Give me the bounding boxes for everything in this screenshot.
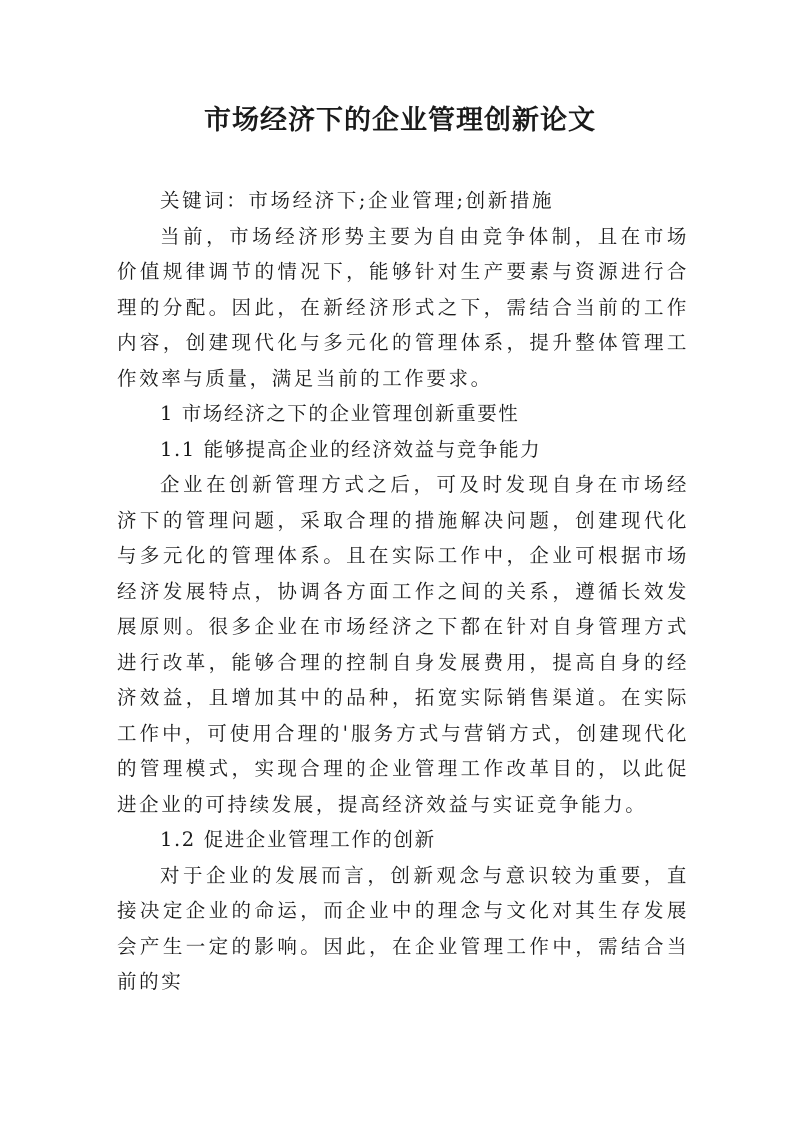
section-1-2-paragraph: 对于企业的发展而言，创新观念与意识较为重要，直接决定企业的命运，而企业中的理念与文化对其生存发展会产生一定的影响。因此，在企业管理工作中，需结合当前的实 (117, 863, 689, 993)
section-1-2-heading: 1.2 促进企业管理工作的创新 (160, 828, 436, 851)
intro-paragraph: 当前，市场经济形势主要为自由竞争体制，且在市场价值规律调节的情况下，能够针对生产要素与资源进行合理的分配。因此，在新经济形式之下，需结合当前的工作内容，创建现代化与多元化的管理体系，提升整体管理工作效率与质量，满足当前的工作要求。 (117, 224, 689, 390)
section-1-heading: 1 市场经济之下的企业管理创新重要性 (160, 402, 520, 425)
document-body (117, 183, 689, 1000)
keywords-line: 关键词：市场经济下;企业管理;创新措施 (160, 189, 555, 212)
section-1-1-heading: 1.1 能够提高企业的经济效益与竞争能力 (160, 437, 542, 461)
document-title: 市场经济下的企业管理创新论文 (204, 105, 596, 136)
section-1-1-paragraph: 企业在创新管理方式之后，可及时发现自身在市场经济下的管理问题，采取合理的措施解决问题，创建现代化与多元化的管理体系。且在实际工作中，企业可根据市场经济发展特点，协调各方面工作之间的关系，遵循长效发展原则。很多企业在市场经济之下都在针对自身管理方式进行改革，能够合理的控制自身发展费用，提高自身的经济效益，且增加其中的品种，拓宽实际销售渠道。在实际工作中，可使用合理的'服务方式与营销方式，创建现代化的管理模式，实现合理的企业管理工作改革目的，以此促进企业的可持续发展，提高经济效益与实证竞争能力。 (117, 473, 689, 816)
